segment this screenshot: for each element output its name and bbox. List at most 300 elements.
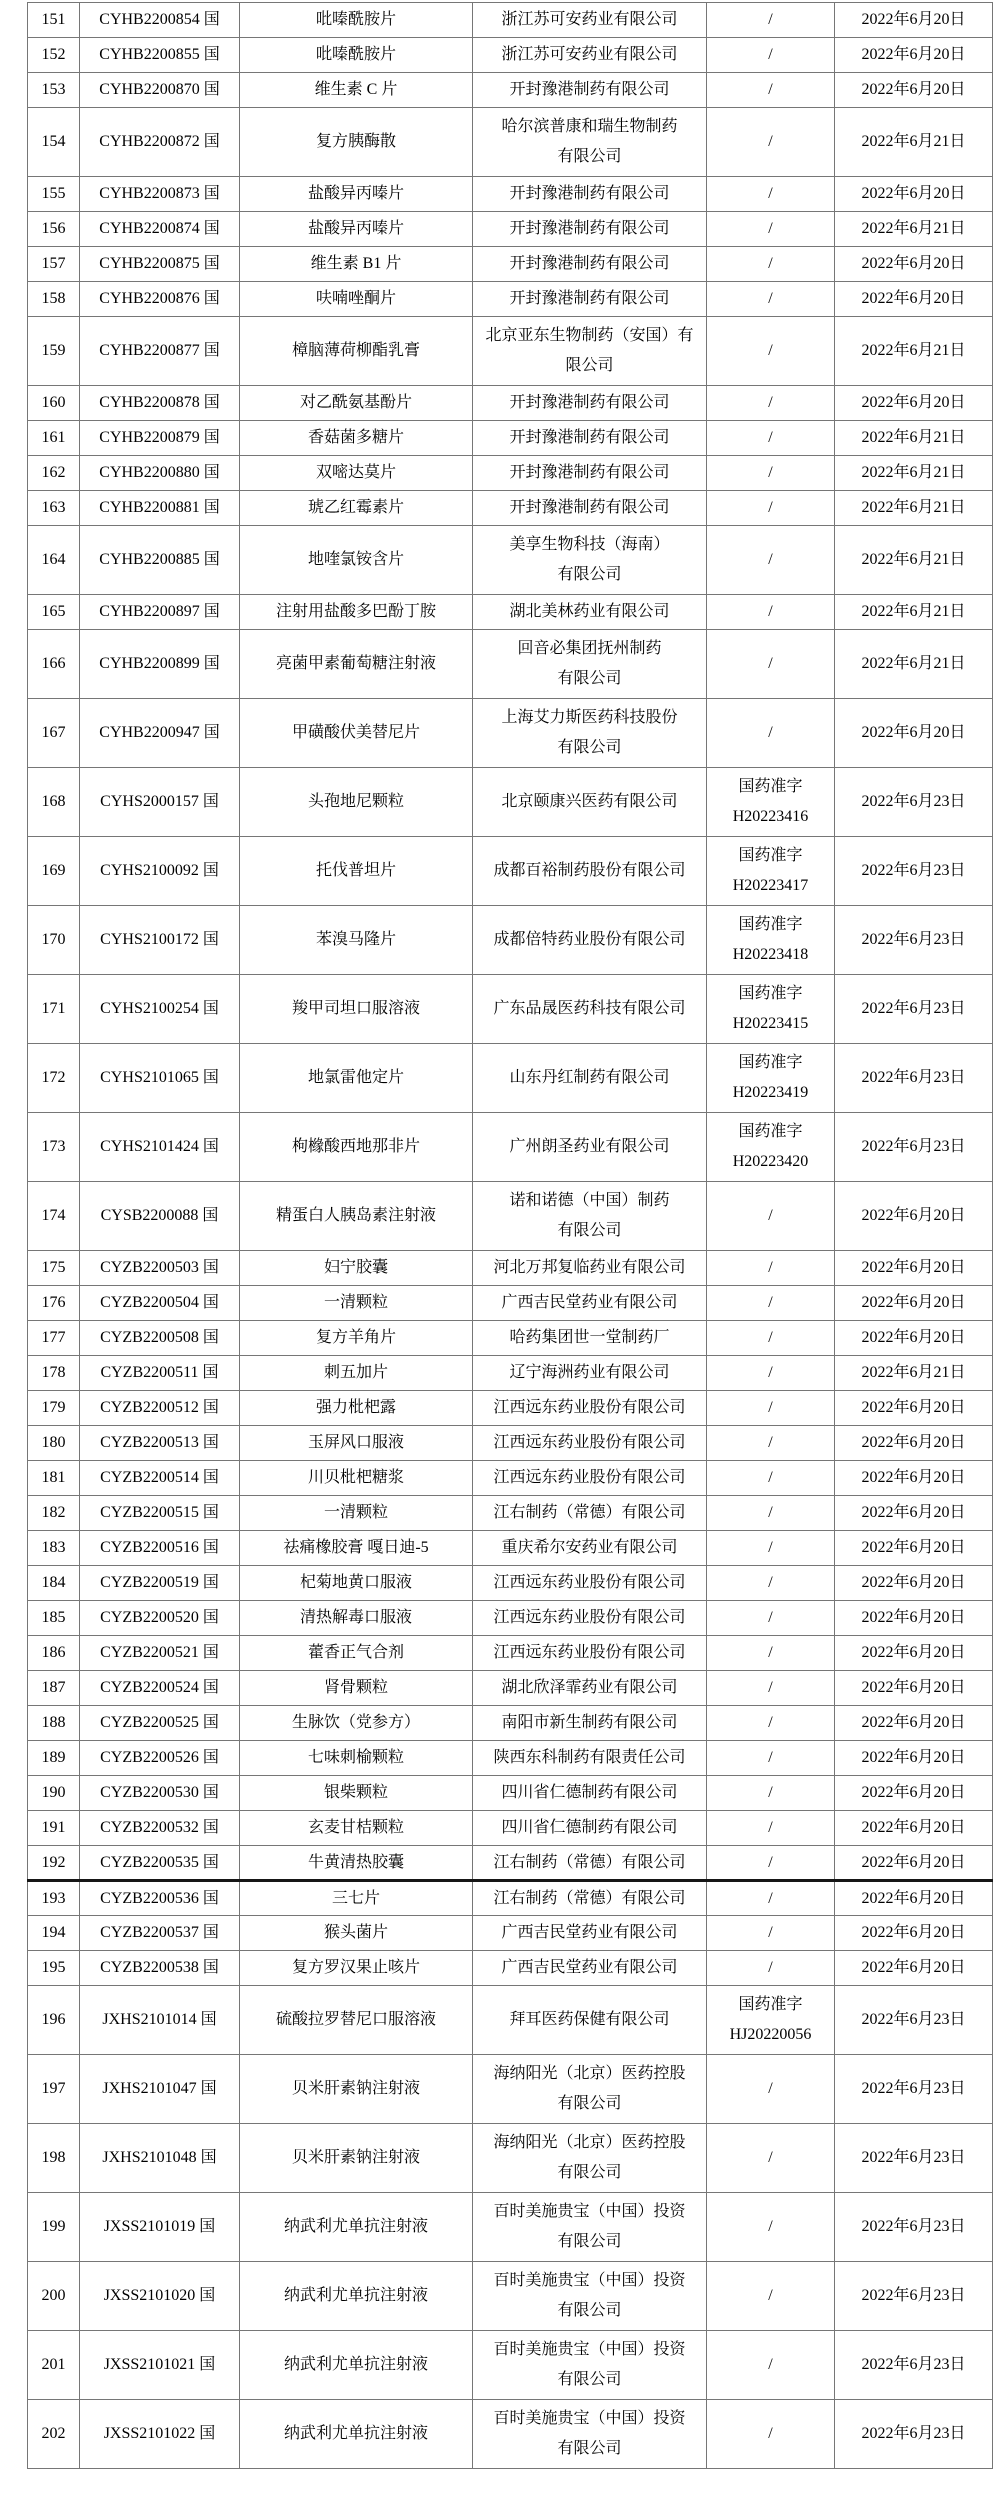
approval-date-cell xyxy=(835,1251,993,1286)
row-number-cell xyxy=(28,212,80,247)
approval-number-cell xyxy=(707,2055,835,2124)
drug-name: 妇宁胶囊 xyxy=(323,1259,388,1276)
acceptance-number: CYHS2100254 国 xyxy=(100,1000,219,1017)
row-number-cell xyxy=(28,1496,80,1531)
company-line: 北京颐康兴医药有限公司 xyxy=(501,793,678,810)
approval-number-cell xyxy=(707,1113,835,1182)
row-number: 166 xyxy=(41,655,66,672)
company-line: 有限公司 xyxy=(557,1222,622,1239)
company-line: 有限公司 xyxy=(557,2302,622,2319)
row-number-cell xyxy=(28,73,80,108)
company-cell xyxy=(473,247,707,282)
table-row xyxy=(28,73,993,108)
approval-date-cell xyxy=(835,421,993,456)
acceptance-number-cell xyxy=(80,456,240,491)
row-number-cell xyxy=(28,491,80,526)
approval-date: 2022年6月20日 xyxy=(861,1784,966,1801)
row-number-cell xyxy=(28,2262,80,2331)
table-row xyxy=(28,491,993,526)
row-number: 188 xyxy=(41,1714,66,1731)
acceptance-number-cell xyxy=(80,1811,240,1846)
acceptance-number: CYZB2200538 国 xyxy=(100,1959,219,1976)
approval-number-cell xyxy=(707,1636,835,1671)
row-number-cell xyxy=(28,1531,80,1566)
approval-date-cell xyxy=(835,38,993,73)
drug-name: 牛黄清热胶囊 xyxy=(307,1853,404,1871)
company-line: 江右制药（常德）有限公司 xyxy=(493,1853,686,1871)
row-number-cell xyxy=(28,906,80,975)
drug-name: 肾骨颗粒 xyxy=(323,1679,388,1696)
approval-date-cell xyxy=(835,1776,993,1811)
approval-date-cell xyxy=(835,1426,993,1461)
approval-line: 国药准字 xyxy=(738,985,803,1002)
row-number-cell xyxy=(28,837,80,906)
company-cell xyxy=(473,491,707,526)
approval-line: / xyxy=(768,551,773,568)
drug-name-cell xyxy=(240,2055,473,2124)
table-row xyxy=(28,177,993,212)
acceptance-number-cell xyxy=(80,2400,240,2469)
company-line: 百时美施贵宝（中国）投资 xyxy=(493,2272,686,2289)
approval-line: / xyxy=(768,1853,773,1871)
company-cell xyxy=(473,108,707,177)
row-number: 173 xyxy=(41,1138,66,1155)
acceptance-number: CYZB2200524 国 xyxy=(100,1679,219,1696)
drug-name-cell xyxy=(240,1426,473,1461)
acceptance-number-cell xyxy=(80,212,240,247)
approval-number-cell xyxy=(707,699,835,768)
row-number-cell xyxy=(28,1846,80,1881)
acceptance-number: CYHB2200855 国 xyxy=(99,46,220,63)
approval-line: / xyxy=(768,1714,773,1731)
company-cell xyxy=(473,1706,707,1741)
company-line: 有限公司 xyxy=(557,2095,622,2112)
acceptance-number: CYZB2200536 国 xyxy=(100,1889,219,1907)
drug-name-cell xyxy=(240,73,473,108)
row-number-cell xyxy=(28,177,80,212)
approval-line: / xyxy=(768,1574,773,1591)
acceptance-number-cell xyxy=(80,1566,240,1601)
approval-date-cell xyxy=(835,1951,993,1986)
approval-date: 2022年6月21日 xyxy=(861,551,966,568)
drug-name-cell xyxy=(240,1496,473,1531)
approval-line: / xyxy=(768,220,773,237)
approval-date: 2022年6月20日 xyxy=(861,1504,966,1521)
drug-name: 精蛋白人胰岛素注射液 xyxy=(275,1207,436,1224)
row-number: 186 xyxy=(41,1644,66,1661)
acceptance-number: JXSS2101020 国 xyxy=(103,2287,216,2304)
drug-name-cell xyxy=(240,2124,473,2193)
row-number: 155 xyxy=(41,185,66,202)
approval-date: 2022年6月23日 xyxy=(861,2218,966,2235)
row-number-cell xyxy=(28,317,80,386)
drug-name-cell xyxy=(240,1601,473,1636)
company-cell xyxy=(473,1461,707,1496)
approval-number-cell xyxy=(707,177,835,212)
acceptance-number-cell xyxy=(80,1356,240,1391)
acceptance-number: CYZB2200535 国 xyxy=(100,1853,219,1871)
row-number-cell xyxy=(28,1671,80,1706)
row-number: 171 xyxy=(41,1000,66,1017)
drug-name-cell xyxy=(240,386,473,421)
approval-date: 2022年6月23日 xyxy=(861,1000,966,1017)
row-number: 167 xyxy=(41,724,66,741)
drug-name: 清热解毒口服液 xyxy=(299,1609,412,1626)
drug-name-cell xyxy=(240,1461,473,1496)
drug-name-cell xyxy=(240,1986,473,2055)
approval-line: H20223416 xyxy=(732,808,809,825)
approval-line: / xyxy=(768,1959,773,1976)
drug-name: 吡嗪酰胺片 xyxy=(315,11,396,28)
approval-number-cell xyxy=(707,1566,835,1601)
approval-line: H20223417 xyxy=(732,877,809,894)
approval-date: 2022年6月23日 xyxy=(861,2425,966,2442)
acceptance-number-cell xyxy=(80,2193,240,2262)
company-cell xyxy=(473,212,707,247)
drug-name-cell xyxy=(240,1776,473,1811)
acceptance-number: CYHB2200877 国 xyxy=(99,342,220,359)
row-number: 162 xyxy=(41,464,66,481)
drug-name-cell xyxy=(240,1951,473,1986)
approval-line: / xyxy=(768,255,773,272)
row-number: 196 xyxy=(41,2011,66,2028)
company-cell xyxy=(473,1321,707,1356)
approval-date: 2022年6月20日 xyxy=(861,1539,966,1556)
drug-name-cell xyxy=(240,2193,473,2262)
row-number-cell xyxy=(28,3,80,38)
row-number: 163 xyxy=(41,499,66,516)
approvals-table-body xyxy=(28,3,993,2469)
drug-name: 枸橼酸西地那非片 xyxy=(291,1138,420,1155)
acceptance-number-cell xyxy=(80,73,240,108)
approval-number-cell xyxy=(707,38,835,73)
approval-date-cell xyxy=(835,630,993,699)
drug-name-cell xyxy=(240,1182,473,1251)
row-number-cell xyxy=(28,1811,80,1846)
acceptance-number: CYZB2200511 国 xyxy=(100,1364,219,1381)
company-cell xyxy=(473,1986,707,2055)
approval-number-cell xyxy=(707,1251,835,1286)
row-number-cell xyxy=(28,1182,80,1251)
approval-number-cell xyxy=(707,2400,835,2469)
approval-line: / xyxy=(768,81,773,98)
acceptance-number-cell xyxy=(80,1426,240,1461)
company-line: 开封豫港制药有限公司 xyxy=(509,81,670,98)
approval-date: 2022年6月23日 xyxy=(861,931,966,948)
acceptance-number: CYZB2200530 国 xyxy=(100,1784,219,1801)
row-number-cell xyxy=(28,1566,80,1601)
approval-date: 2022年6月23日 xyxy=(861,1069,966,1086)
row-number: 187 xyxy=(41,1679,66,1696)
row-number: 183 xyxy=(41,1539,66,1556)
company-cell xyxy=(473,1426,707,1461)
drug-name-cell xyxy=(240,317,473,386)
acceptance-number: CYZB2200519 国 xyxy=(100,1574,219,1591)
row-number: 174 xyxy=(41,1207,66,1224)
drug-name-cell xyxy=(240,1671,473,1706)
drug-name: 猴头菌片 xyxy=(323,1924,388,1941)
table-row xyxy=(28,2124,993,2193)
company-cell xyxy=(473,2055,707,2124)
approval-line: / xyxy=(768,11,773,28)
row-number: 178 xyxy=(41,1364,66,1381)
row-number: 190 xyxy=(41,1784,66,1801)
approval-line: HJ20220056 xyxy=(729,2026,812,2043)
company-line: 四川省仁德制药有限公司 xyxy=(501,1784,678,1801)
company-cell xyxy=(473,282,707,317)
table-row xyxy=(28,1811,993,1846)
acceptance-number-cell xyxy=(80,1776,240,1811)
acceptance-number: CYZB2200532 国 xyxy=(100,1819,219,1836)
approval-number-cell xyxy=(707,1741,835,1776)
table-row xyxy=(28,1916,993,1951)
acceptance-number-cell xyxy=(80,1251,240,1286)
row-number-cell xyxy=(28,386,80,421)
acceptance-number-cell xyxy=(80,3,240,38)
row-number: 156 xyxy=(41,220,66,237)
drug-name: 托伐普坦片 xyxy=(315,862,396,879)
approval-line: / xyxy=(768,1399,773,1416)
approval-number-cell xyxy=(707,630,835,699)
approval-date-cell xyxy=(835,212,993,247)
approval-number-cell xyxy=(707,1531,835,1566)
table-row xyxy=(28,1706,993,1741)
company-cell xyxy=(473,2124,707,2193)
company-line: 上海艾力斯医药科技股份 xyxy=(501,709,678,726)
acceptance-number-cell xyxy=(80,2124,240,2193)
table-row xyxy=(28,699,993,768)
table-row xyxy=(28,1391,993,1426)
acceptance-number: CYZB2200514 国 xyxy=(100,1469,219,1486)
company-cell xyxy=(473,1741,707,1776)
approval-date-cell xyxy=(835,2055,993,2124)
company-cell xyxy=(473,1776,707,1811)
acceptance-number: CYZB2200516 国 xyxy=(100,1539,219,1556)
acceptance-number-cell xyxy=(80,768,240,837)
acceptance-number-cell xyxy=(80,1044,240,1113)
row-number: 179 xyxy=(41,1399,66,1416)
approval-number-cell xyxy=(707,282,835,317)
table-row xyxy=(28,2262,993,2331)
approval-number-cell xyxy=(707,1286,835,1321)
company-cell xyxy=(473,1251,707,1286)
approval-line: / xyxy=(768,1539,773,1556)
drug-name: 樟脑薄荷柳酯乳膏 xyxy=(291,342,420,359)
company-line: 有限公司 xyxy=(557,2164,622,2181)
company-line: 开封豫港制药有限公司 xyxy=(509,185,670,202)
row-number-cell xyxy=(28,1881,80,1916)
company-line: 诺和诺德（中国）制药 xyxy=(509,1192,670,1209)
company-cell xyxy=(473,975,707,1044)
approval-date-cell xyxy=(835,837,993,906)
acceptance-number-cell xyxy=(80,421,240,456)
company-line: 成都倍特药业股份有限公司 xyxy=(493,931,686,948)
approval-number-cell xyxy=(707,386,835,421)
approval-date: 2022年6月20日 xyxy=(861,1329,966,1346)
approval-date: 2022年6月20日 xyxy=(861,1679,966,1696)
approval-date: 2022年6月23日 xyxy=(861,2149,966,2166)
row-number-cell xyxy=(28,1356,80,1391)
row-number-cell xyxy=(28,630,80,699)
row-number: 193 xyxy=(41,1889,66,1907)
approval-date: 2022年6月20日 xyxy=(861,46,966,63)
row-number: 157 xyxy=(41,255,66,272)
approval-date: 2022年6月20日 xyxy=(861,81,966,98)
table-row xyxy=(28,1251,993,1286)
acceptance-number-cell xyxy=(80,595,240,630)
drug-approval-table xyxy=(27,2,993,2469)
row-number-cell xyxy=(28,38,80,73)
approval-number-cell xyxy=(707,73,835,108)
approval-date: 2022年6月20日 xyxy=(861,1714,966,1731)
row-number-cell xyxy=(28,456,80,491)
approval-line: / xyxy=(768,1294,773,1311)
approval-date: 2022年6月21日 xyxy=(861,220,966,237)
acceptance-number: CYHS2101065 国 xyxy=(100,1069,219,1086)
approval-date-cell xyxy=(835,1044,993,1113)
company-line: 开封豫港制药有限公司 xyxy=(509,429,670,446)
acceptance-number: CYZB2200521 国 xyxy=(100,1644,219,1661)
drug-name: 杞菊地黄口服液 xyxy=(299,1574,412,1591)
company-line: 有限公司 xyxy=(557,2440,622,2457)
acceptance-number-cell xyxy=(80,1881,240,1916)
approval-number-cell xyxy=(707,1044,835,1113)
drug-name-cell xyxy=(240,1356,473,1391)
approval-line: / xyxy=(768,133,773,150)
drug-name-cell xyxy=(240,247,473,282)
approval-date-cell xyxy=(835,317,993,386)
drug-name-cell xyxy=(240,1881,473,1916)
company-cell xyxy=(473,1916,707,1951)
approval-date: 2022年6月21日 xyxy=(861,655,966,672)
approval-date: 2022年6月20日 xyxy=(861,1259,966,1276)
company-cell xyxy=(473,595,707,630)
table-row xyxy=(28,768,993,837)
acceptance-number-cell xyxy=(80,906,240,975)
acceptance-number: CYHB2200899 国 xyxy=(99,655,220,672)
row-number: 176 xyxy=(41,1294,66,1311)
drug-name: 琥乙红霉素片 xyxy=(307,499,404,516)
approval-number-cell xyxy=(707,1986,835,2055)
row-number-cell xyxy=(28,1741,80,1776)
approval-number-cell xyxy=(707,3,835,38)
row-number-cell xyxy=(28,1706,80,1741)
acceptance-number: CYHS2100172 国 xyxy=(100,931,219,948)
approval-number-cell xyxy=(707,768,835,837)
row-number-cell xyxy=(28,699,80,768)
company-cell xyxy=(473,1811,707,1846)
approval-date-cell xyxy=(835,1531,993,1566)
acceptance-number: JXHS2101048 国 xyxy=(102,2149,217,2166)
company-line: 江右制药（常德）有限公司 xyxy=(493,1889,686,1907)
table-row xyxy=(28,1566,993,1601)
approval-line: / xyxy=(768,1207,773,1224)
company-cell xyxy=(473,2400,707,2469)
company-line: 河北万邦复临药业有限公司 xyxy=(493,1259,686,1276)
drug-name-cell xyxy=(240,1566,473,1601)
acceptance-number: JXHS2101014 国 xyxy=(102,2011,217,2028)
approval-number-cell xyxy=(707,2193,835,2262)
row-number-cell xyxy=(28,2124,80,2193)
acceptance-number-cell xyxy=(80,108,240,177)
approval-date: 2022年6月20日 xyxy=(861,1644,966,1661)
approval-number-cell xyxy=(707,456,835,491)
company-cell xyxy=(473,1496,707,1531)
row-number-cell xyxy=(28,421,80,456)
drug-name: 维生素 C 片 xyxy=(314,81,398,98)
approval-date-cell xyxy=(835,1846,993,1881)
approval-number-cell xyxy=(707,421,835,456)
row-number: 181 xyxy=(41,1469,66,1486)
company-line: 海纳阳光（北京）医药控股 xyxy=(493,2134,686,2151)
approval-date-cell xyxy=(835,1811,993,1846)
drug-name: 盐酸异丙嗪片 xyxy=(307,185,404,202)
approval-line: / xyxy=(768,464,773,481)
company-line: 开封豫港制药有限公司 xyxy=(509,220,670,237)
company-line: 南阳市新生制药有限公司 xyxy=(501,1714,678,1731)
row-number: 184 xyxy=(41,1574,66,1591)
acceptance-number-cell xyxy=(80,2055,240,2124)
approval-date: 2022年6月20日 xyxy=(861,1749,966,1766)
approval-line: / xyxy=(768,1364,773,1381)
company-line: 开封豫港制药有限公司 xyxy=(509,394,670,411)
table-row xyxy=(28,2331,993,2400)
acceptance-number: CYZB2200525 国 xyxy=(100,1714,219,1731)
approval-number-cell xyxy=(707,1881,835,1916)
approval-date-cell xyxy=(835,906,993,975)
approval-date: 2022年6月20日 xyxy=(861,1434,966,1451)
acceptance-number-cell xyxy=(80,2331,240,2400)
company-line: 有限公司 xyxy=(557,670,622,687)
company-line: 哈药集团世一堂制药厂 xyxy=(509,1329,670,1346)
company-line: 有限公司 xyxy=(557,739,622,756)
company-cell xyxy=(473,1566,707,1601)
drug-name: 纳武利尤单抗注射液 xyxy=(283,2425,428,2442)
approval-date-cell xyxy=(835,2262,993,2331)
drug-name-cell xyxy=(240,1113,473,1182)
approval-line: / xyxy=(768,342,773,359)
approval-line: / xyxy=(768,1469,773,1486)
row-number: 160 xyxy=(41,394,66,411)
table-row xyxy=(28,1321,993,1356)
approval-line: / xyxy=(768,1889,773,1907)
company-line: 陕西东科制药有限责任公司 xyxy=(493,1749,686,1766)
company-line: 开封豫港制药有限公司 xyxy=(509,464,670,481)
row-number: 189 xyxy=(41,1749,66,1766)
approval-number-cell xyxy=(707,247,835,282)
company-line: 江西远东药业股份有限公司 xyxy=(493,1609,686,1626)
company-cell xyxy=(473,2193,707,2262)
acceptance-number: CYHB2200874 国 xyxy=(99,220,220,237)
approval-line: / xyxy=(768,1679,773,1696)
table-row xyxy=(28,1113,993,1182)
approval-date-cell xyxy=(835,2193,993,2262)
table-row xyxy=(28,2400,993,2469)
approval-date: 2022年6月20日 xyxy=(861,185,966,202)
company-line: 山东丹红制药有限公司 xyxy=(509,1069,670,1086)
approval-line: / xyxy=(768,1819,773,1836)
company-cell xyxy=(473,1881,707,1916)
company-cell xyxy=(473,3,707,38)
approval-number-cell xyxy=(707,317,835,386)
drug-name-cell xyxy=(240,491,473,526)
approval-line: / xyxy=(768,1749,773,1766)
company-line: 浙江苏可安药业有限公司 xyxy=(501,46,678,63)
approval-line: / xyxy=(768,655,773,672)
acceptance-number: CYHB2200885 国 xyxy=(99,551,220,568)
company-line: 四川省仁德制药有限公司 xyxy=(501,1819,678,1836)
approval-date-cell xyxy=(835,3,993,38)
